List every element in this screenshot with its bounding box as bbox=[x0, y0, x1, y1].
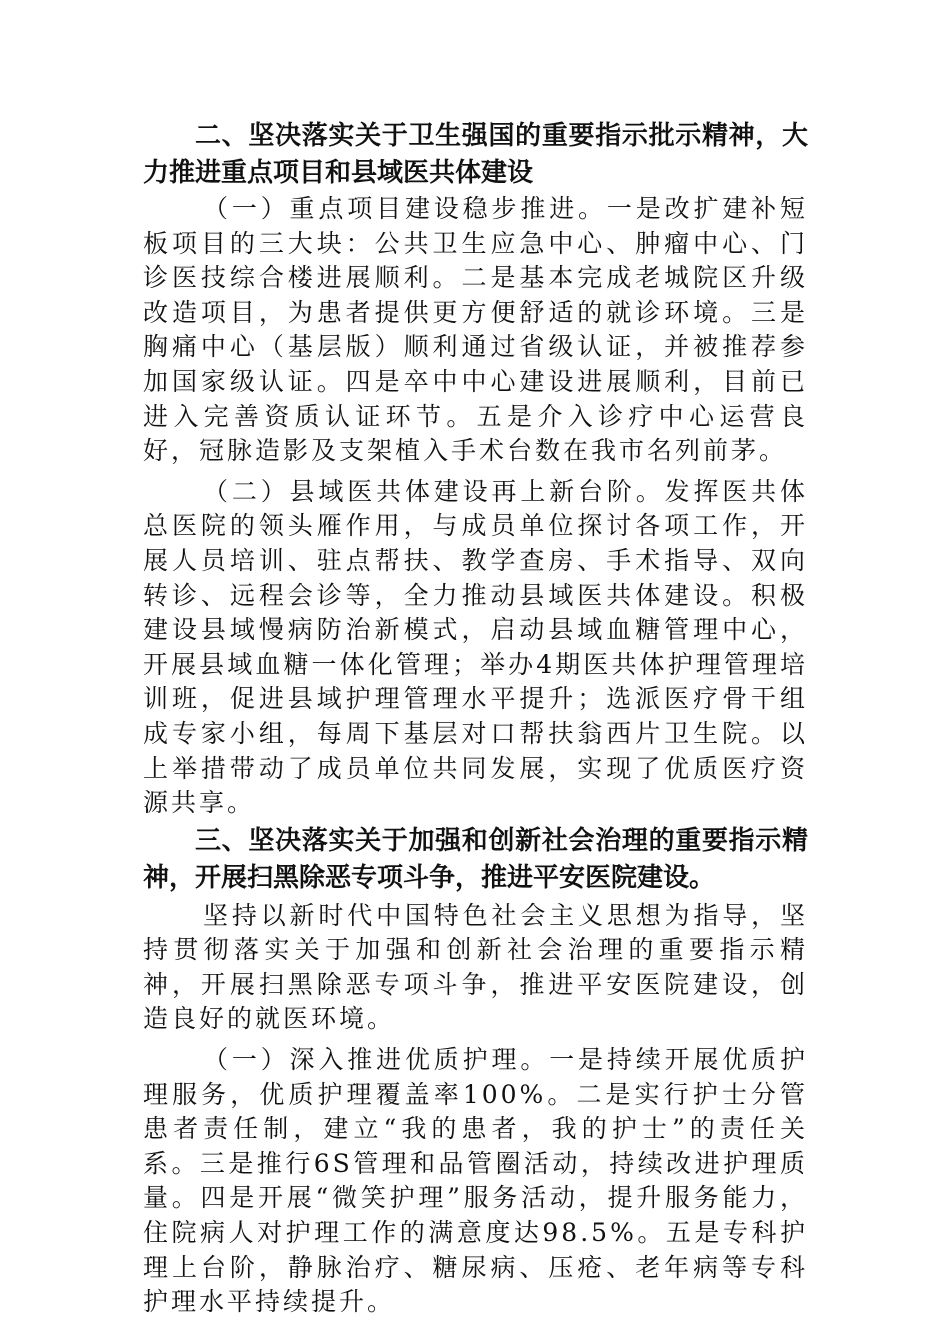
section-3-heading: 三、坚决落实关于加强和创新社会治理的重要指示精神，开展扫黑除恶专项斗争，推进平安医院建设。 bbox=[143, 825, 808, 893]
section-2-item-1: （一）重点项目建设稳步推进。一是改扩建补短板项目的三大块：公共卫生应急中心、肿瘤中心、门诊医技综合楼进展顺利。二是基本完成老城院区升级改造项目，为患者提供更方便舒适的就诊环境。三是胸痛中心（基层版）顺利通过省级认证，并被推荐参加国家级认证。四是卒中中心建设进展顺利，目前已进入完善资质认证环节。五是介入诊疗中心运营良好，冠脉造影及支架植入手术台数在我市名列前茅。 bbox=[143, 194, 808, 466]
section-2-item-2: （二）县域医共体建设再上新台阶。发挥医共体总医院的领头雁作用，与成员单位探讨各项工作，开展人员培训、驻点帮扶、教学查房、手术指导、双向转诊、远程会诊等，全力推动县域医共体建设。积极建设县域慢病防治新模式，启动县域血糖管理中心，开展县域血糖一体化管理；举办4期医共体护理管理培训班，促进县域护理管理水平提升；选派医疗骨干组成专家小组，每周下基层对口帮扶翁西片卫生院。以上举措带动了成员单位共同发展，实现了优质医疗资源共享。 bbox=[143, 476, 808, 818]
section-2-heading: 二、坚决落实关于卫生强国的重要指示批示精神，大力推进重点项目和县域医共体建设 bbox=[143, 121, 808, 188]
document-body bbox=[143, 118, 808, 1320]
section-3-item-1: （一）深入推进优质护理。一是持续开展优质护理服务，优质护理覆盖率100%。二是实行护士分管患者责任制，建立“我的患者，我的护士”的责任关系。三是推行6S管理和品管圈活动，持续改进护理质量。四是开展“微笑护理”服务活动，提升服务能力，住院病人对护理工作的满意度达98.5%。五是专科护理上台阶，静脉治疗、糖尿病、压疮、老年病等专科护理水平持续提升。 bbox=[143, 1045, 808, 1317]
section-3-intro: 坚持以新时代中国特色社会主义思想为指导，坚持贯彻落实关于加强和创新社会治理的重要指示精神，开展扫黑除恶专项斗争，推进平安医院建设，创造良好的就医环境。 bbox=[143, 900, 808, 1034]
